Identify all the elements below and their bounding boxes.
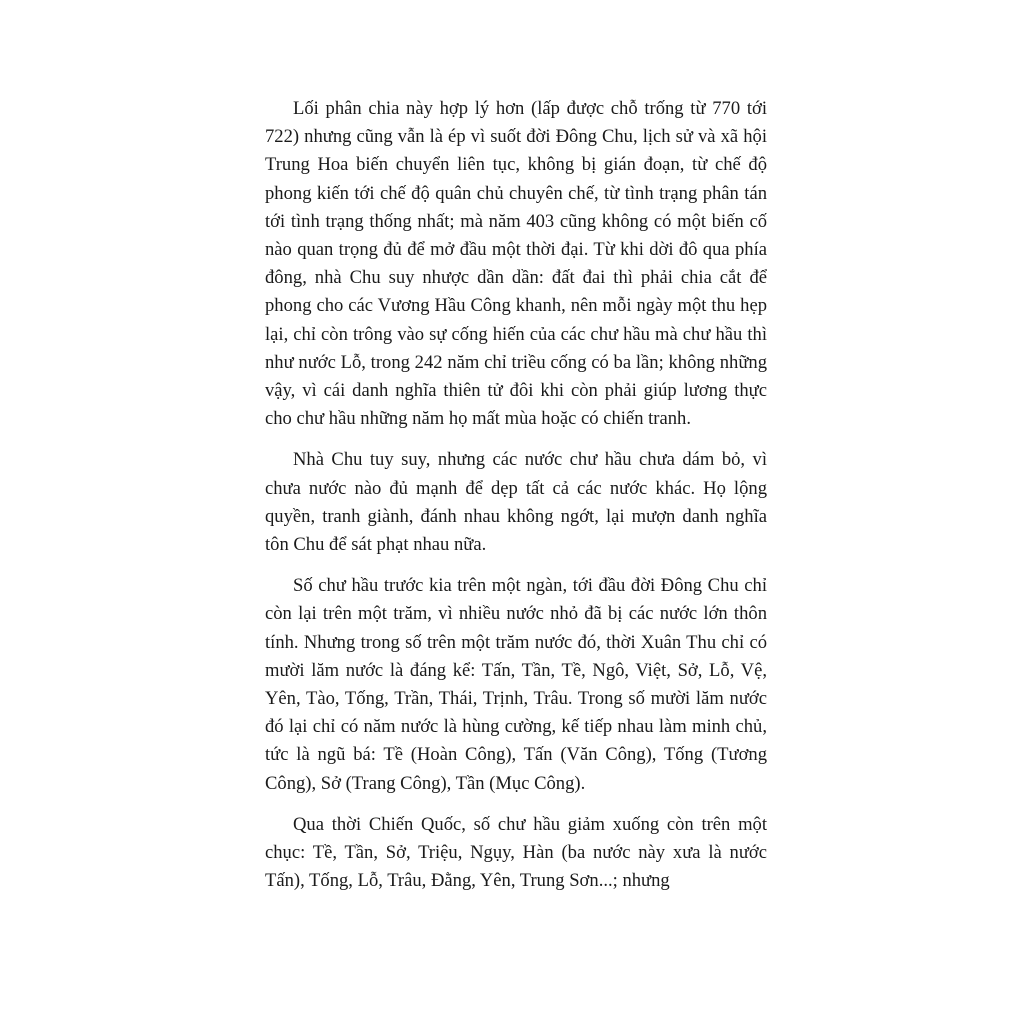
paragraph-gap xyxy=(265,559,767,572)
paragraph-4: Qua thời Chiến Quốc, số chư hầu giảm xuống còn trên một chục: Tề, Tần, Sở, Triệu, Ngụy, Hàn (ba nước này xưa là nước Tấn), Tống, Lỗ, Trâu, Đằng, Yên, Trung Sơn...; nhưng xyxy=(265,813,767,892)
paragraph-gap xyxy=(265,433,767,446)
paragraph-gap xyxy=(265,798,767,811)
paragraph-2: Nhà Chu tuy suy, nhưng các nước chư hầu chưa dám bỏ, vì chưa nước nào đủ mạnh để dẹp tất cả các nước khác. Họ lộng quyền, tranh giành, đánh nhau không ngớt, lại mượn danh nghĩa tôn Chu để sát phạt nhau nữa. xyxy=(265,449,767,556)
paragraph-3: Số chư hầu trước kia trên một ngàn, tới đầu đời Đông Chu chỉ còn lại trên một trăm, vì nhiều nước nhỏ đã bị các nước lớn thôn tính. Nhưng trong số trên một trăm nước đó, thời Xuân Thu chỉ có mười lăm nước là đáng kể: Tấn, Tần, Tề, Ngô, Việt, Sở, Lỗ, Vệ, Yên, Tào, Tống, Trần, Thái, Trịnh, Trâu. Trong số mười lăm nước đó lại chỉ có năm nước là hùng cường, kế tiếp nhau làm minh chủ, tức là ngũ bá: Tề (Hoàn Công), Tấn (Văn Công), Tống (Tương Công), Sở (Trang Công), Tần (Mục Công). xyxy=(265,575,767,794)
paragraph-1: Lối phân chia này hợp lý hơn (lấp được chỗ trống từ 770 tới 722) nhưng cũng vẫn là ép vì suốt đời Đông Chu, lịch sử và xã hội Trung Hoa biến chuyển liên tục, không bị gián đoạn, từ chế độ phong kiến tới chế độ quân chủ chuyên chế, từ tình trạng phân tán tới tình trạng thống nhất; mà năm 403 cũng không có một biến cố nào quan trọng đủ để mở đầu một thời đại. Từ khi dời đô qua phía đông, nhà Chu suy nhược dần dần: đất đai thì phải chia cắt để phong cho các Vương Hầu Công khanh, nên mỗi ngày một thu hẹp lại, chỉ còn trông vào sự cống hiến của các chư hầu mà chư hầu thì như nước Lỗ, trong 242 năm chỉ triều cống có ba lần; không những vậy, vì cái danh nghĩa thiên tử đôi khi còn phải giúp lương thực cho chư hầu những năm họ mất mùa hoặc có chiến tranh. xyxy=(265,98,767,430)
document-page xyxy=(265,95,767,895)
